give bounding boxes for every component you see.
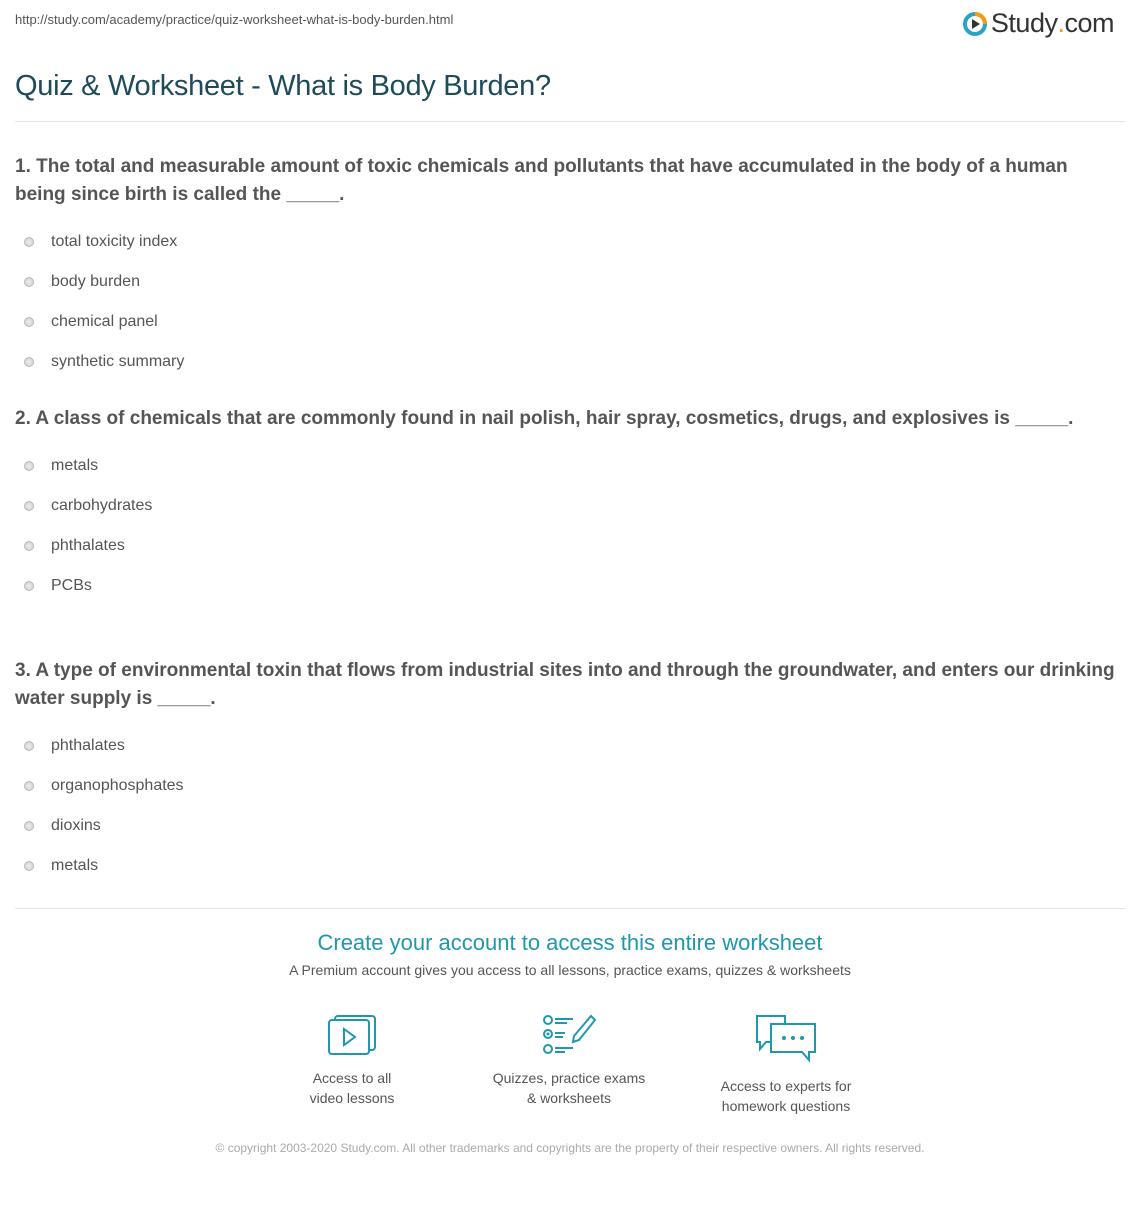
answer-label: organophosphates (51, 777, 184, 794)
answer-label: PCBs (51, 577, 92, 594)
answer-label: metals (51, 457, 99, 474)
logo-name: Study (990, 8, 1058, 38)
feature-line1: Access to all (312, 1070, 392, 1086)
answer-option[interactable] (15, 446, 1120, 486)
answer-label: metals (51, 857, 99, 874)
copyright: © copyright 2003-2020 Study.com. All other trademarks and copyrights are the property of their respective owners. All rights reserved. (215, 1141, 925, 1155)
answer-option[interactable] (15, 766, 1120, 806)
answer-option[interactable] (15, 486, 1120, 526)
feature-line2: & worksheets (526, 1090, 612, 1106)
feature-line2: video lessons (309, 1090, 395, 1106)
radio-button[interactable] (24, 461, 34, 471)
radio-button[interactable] (24, 781, 34, 791)
radio-button[interactable] (24, 541, 34, 551)
answer-label: phthalates (51, 537, 125, 554)
radio-button[interactable] (24, 317, 34, 327)
feature-quizzes (459, 1014, 679, 1108)
cta-headline[interactable]: Create your account to access this entire worksheet (317, 930, 823, 955)
radio-button[interactable] (24, 277, 34, 287)
answer-label: total toxicity index (51, 233, 178, 250)
cta-subtext: A Premium account gives you access to all lessons, practice exams, quizzes & worksheets (289, 962, 851, 978)
radio-button[interactable] (24, 237, 34, 247)
answer-option[interactable] (15, 342, 1120, 382)
feature-line2: homework questions (721, 1098, 851, 1114)
question-2 (15, 405, 1120, 606)
radio-button[interactable] (24, 741, 34, 751)
feature-line1: Quizzes, practice exams (492, 1070, 646, 1086)
answer-option[interactable] (15, 566, 1120, 606)
feature-video-lessons (242, 1014, 462, 1108)
answer-option[interactable] (15, 846, 1120, 886)
answer-label: dioxins (51, 817, 101, 834)
answer-label: synthetic summary (51, 353, 185, 370)
radio-button[interactable] (24, 357, 34, 367)
answer-label: phthalates (51, 737, 125, 754)
answer-option[interactable] (15, 526, 1120, 566)
study-logo[interactable] (963, 8, 1114, 39)
question-3 (15, 657, 1120, 886)
logo-dot: . (1057, 8, 1065, 38)
divider (15, 908, 1125, 909)
chat-icon (754, 1014, 818, 1064)
signup-cta (0, 930, 1140, 978)
feature-experts (676, 1014, 896, 1116)
answer-option[interactable] (15, 302, 1120, 342)
answer-option[interactable] (15, 222, 1120, 262)
divider (15, 121, 1125, 122)
logo-suffix: com (1064, 8, 1114, 38)
question-text: 2. A class of chemicals that are commonly found in nail polish, hair spray, cosmetics, drugs, and explosives is _____. (15, 408, 1074, 429)
page-url: http://study.com/academy/practice/quiz-worksheet-what-is-body-burden.html (15, 12, 454, 27)
radio-button[interactable] (24, 861, 34, 871)
play-logo-icon (963, 12, 987, 36)
video-icon (327, 1014, 377, 1056)
answer-option[interactable] (15, 262, 1120, 302)
radio-button[interactable] (24, 501, 34, 511)
radio-button[interactable] (24, 821, 34, 831)
answer-option[interactable] (15, 726, 1120, 766)
feature-line1: Access to experts for (720, 1078, 852, 1094)
radio-button[interactable] (24, 581, 34, 591)
answer-label: body burden (51, 273, 140, 290)
quiz-icon (541, 1014, 597, 1056)
answer-option[interactable] (15, 806, 1120, 846)
question-text: 3. A type of environmental toxin that flows from industrial sites into and through the groundwater, and enters our drinking water supply is _____. (15, 660, 1115, 709)
question-text: 1. The total and measurable amount of toxic chemicals and pollutants that have accumulated in the body of a human being since birth is called the _____. (15, 156, 1068, 205)
answer-label: chemical panel (51, 313, 158, 330)
answer-label: carbohydrates (51, 497, 153, 514)
page-title: Quiz & Worksheet - What is Body Burden? (15, 70, 551, 102)
question-1 (15, 153, 1120, 382)
